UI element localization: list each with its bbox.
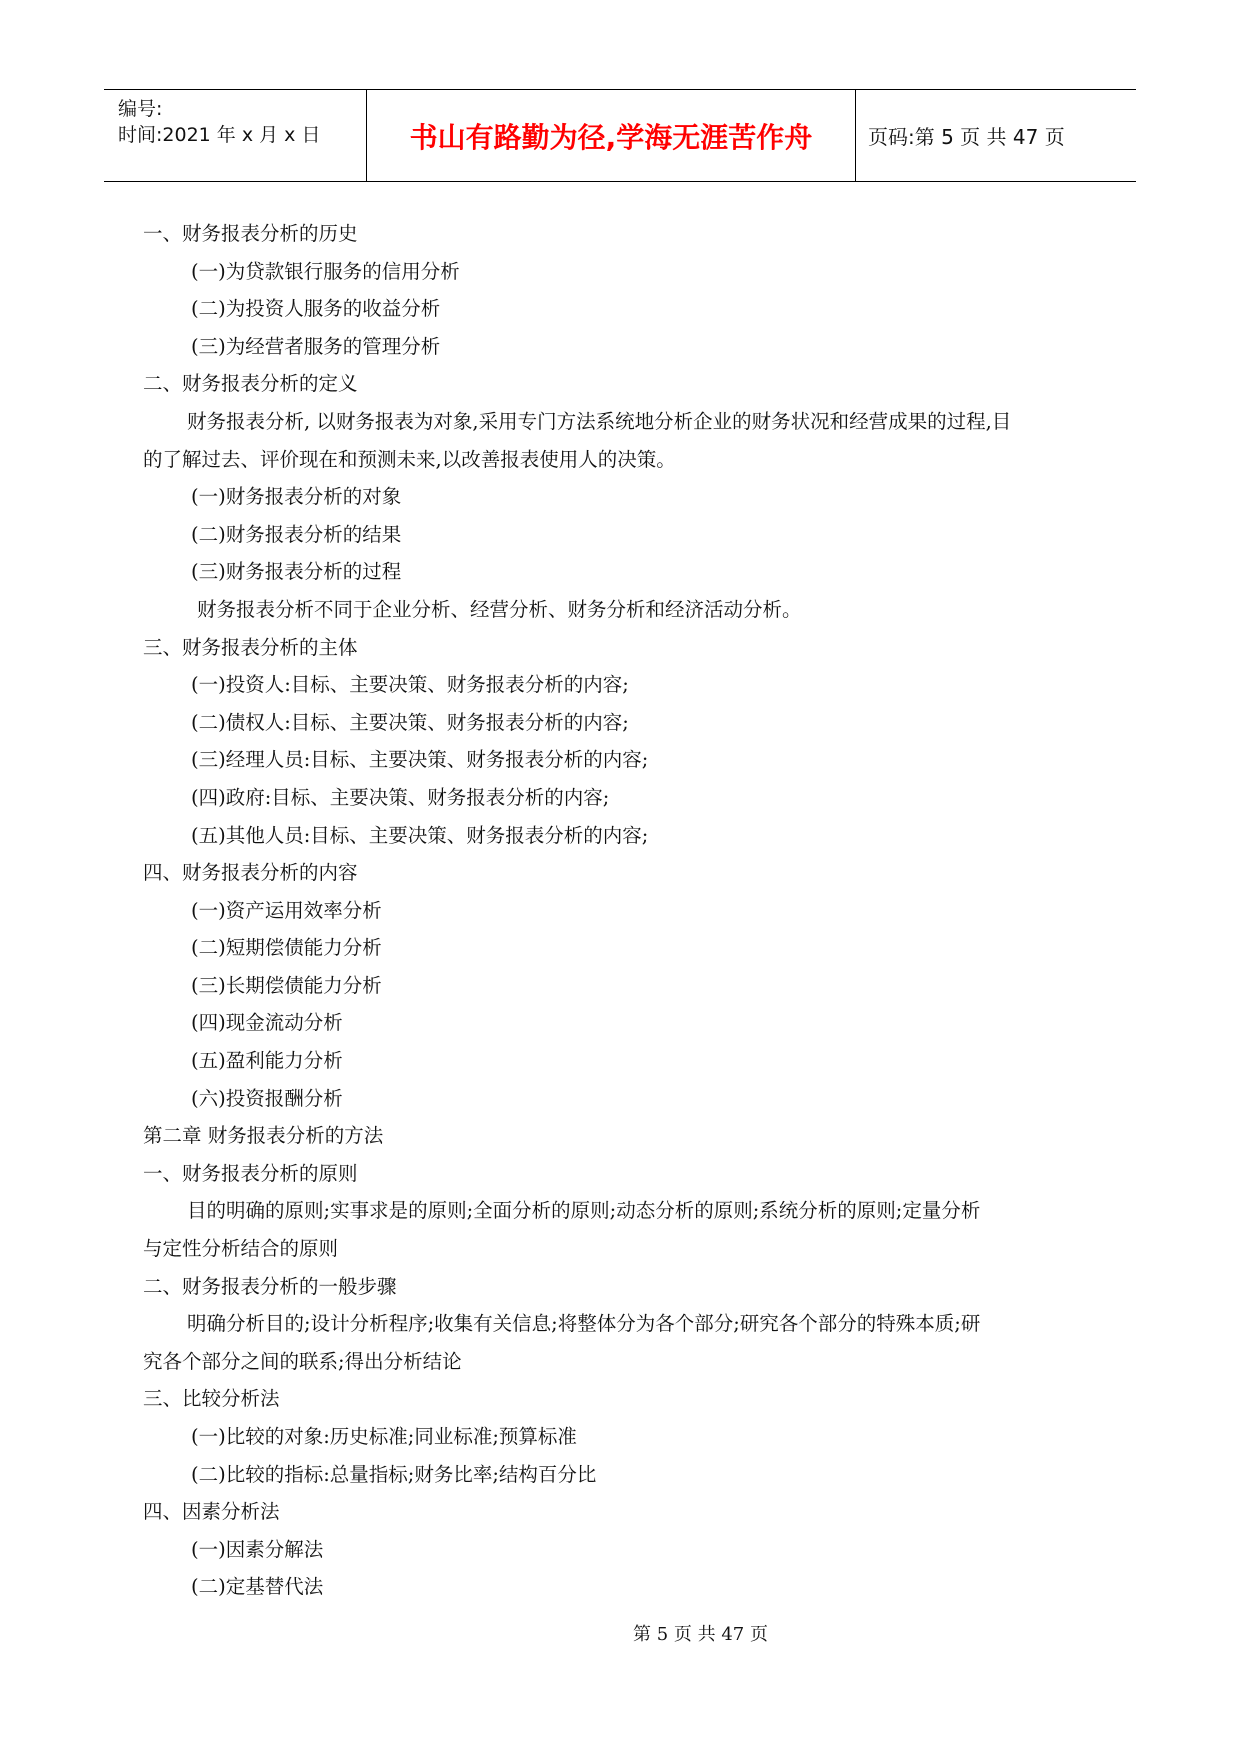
subsection-item: (二)债权人:目标、主要决策、财务报表分析的内容; — [191, 710, 629, 734]
section-heading: 三、比较分析法 — [143, 1387, 280, 1411]
subsection-item: (二)比较的指标:总量指标;财务比率;结构百分比 — [191, 1462, 597, 1486]
subsection-item: (一)为贷款银行服务的信用分析 — [191, 259, 460, 283]
header-motto-cell — [367, 90, 856, 181]
subsection-item: (三)财务报表分析的过程 — [191, 560, 402, 584]
header-meta-cell — [104, 90, 367, 181]
paragraph-line: 目的明确的原则;实事求是的原则;全面分析的原则;动态分析的原则;系统分析的原则;定量分析 — [187, 1199, 981, 1223]
document-number-label: 编号: — [118, 98, 163, 120]
subsection-item: (一)因素分解法 — [191, 1537, 324, 1561]
paragraph-line: 财务报表分析不同于企业分析、经营分析、财务分析和经济活动分析。 — [197, 597, 802, 621]
paragraph-line: 财务报表分析, 以财务报表为对象,采用专门方法系统地分析企业的财务状况和经营成果的过程,目 — [187, 409, 1012, 433]
page-footer: 第 5 页 共 47 页 — [633, 1624, 768, 1645]
section-heading: 一、财务报表分析的历史 — [143, 222, 358, 245]
section-heading: 一、财务报表分析的原则 — [143, 1161, 358, 1185]
subsection-item: (二)财务报表分析的结果 — [191, 522, 402, 546]
section-heading: 二、财务报表分析的一般步骤 — [143, 1274, 397, 1298]
section-heading: 二、财务报表分析的定义 — [143, 372, 358, 396]
subsection-item: (一)财务报表分析的对象 — [191, 485, 402, 509]
subsection-item: (六)投资报酬分析 — [191, 1086, 343, 1110]
subsection-item: (一)资产运用效率分析 — [191, 898, 382, 922]
subsection-item: (三)长期偿债能力分析 — [191, 973, 382, 997]
section-heading: 三、财务报表分析的主体 — [143, 635, 358, 659]
section-heading: 四、财务报表分析的内容 — [143, 861, 358, 885]
subsection-item: (二)短期偿债能力分析 — [191, 936, 382, 960]
subsection-item: (一)比较的对象:历史标准;同业标准;预算标准 — [191, 1425, 577, 1448]
section-heading: 四、因素分析法 — [143, 1500, 280, 1524]
subsection-item: (三)经理人员:目标、主要决策、财务报表分析的内容; — [191, 748, 649, 772]
paragraph-line: 的了解过去、评价现在和预测未来,以改善报表使用人的决策。 — [143, 447, 676, 471]
header-page-cell — [856, 90, 1136, 181]
subsection-item: (五)盈利能力分析 — [191, 1049, 343, 1073]
paragraph-line: 究各个部分之间的联系;得出分析结论 — [143, 1349, 462, 1373]
document-header — [104, 89, 1136, 182]
chapter-heading: 第二章 财务报表分析的方法 — [143, 1124, 384, 1148]
subsection-item: (二)为投资人服务的收益分析 — [191, 297, 441, 321]
header-motto: 书山有路勤为径,学海无涯苦作舟 — [409, 120, 813, 154]
subsection-item: (三)为经营者服务的管理分析 — [191, 334, 441, 358]
subsection-item: (五)其他人员:目标、主要决策、财务报表分析的内容; — [191, 823, 649, 847]
header-page-number: 页码:第 5 页 共 47 页 — [868, 125, 1065, 149]
document-time-label: 时间:2021 年 x 月 x 日 — [118, 124, 321, 146]
document-body — [143, 215, 1142, 1606]
paragraph-line: 与定性分析结合的原则 — [143, 1237, 339, 1261]
subsection-item: (四)现金流动分析 — [191, 1011, 343, 1035]
subsection-item: (二)定基替代法 — [191, 1575, 324, 1599]
subsection-item: (一)投资人:目标、主要决策、财务报表分析的内容; — [191, 673, 629, 697]
paragraph-line: 明确分析目的;设计分析程序;收集有关信息;将整体分为各个部分;研究各个部分的特殊本质;研 — [187, 1312, 981, 1336]
subsection-item: (四)政府:目标、主要决策、财务报表分析的内容; — [191, 785, 610, 809]
